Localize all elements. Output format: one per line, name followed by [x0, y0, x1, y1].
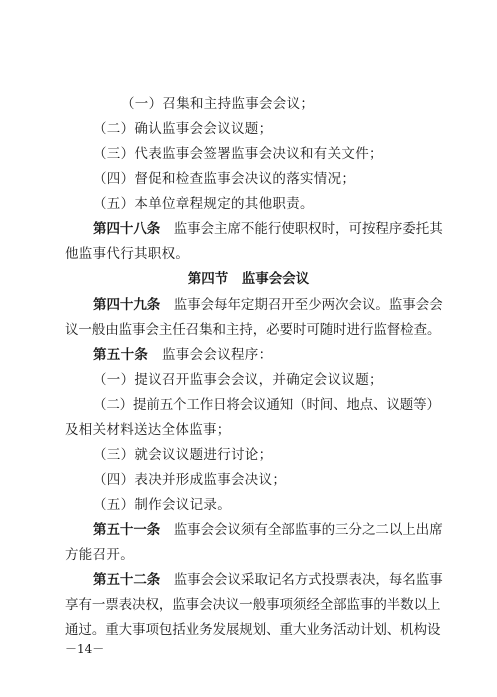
article-52-text: 监事会会议采取记名方式投票表决，每名监事 — [160, 572, 443, 588]
article-48 — [93, 220, 443, 238]
line-10: 议一般由监事会主任召集和主持，必要时可随时进行监督检查。 — [65, 322, 441, 338]
line-21: 享有一票表决权，监事会决议一般事项须经全部监事的半数以上 — [65, 597, 441, 613]
article-48-text: 监事会主席不能行使职权时，可按程序委托其 — [160, 221, 443, 237]
article-51-number: 第五十一条 — [93, 522, 161, 538]
line-5: （五）本单位章程规定的其他职责。 — [93, 196, 314, 212]
article-50 — [93, 346, 440, 364]
article-50-number: 第五十条 — [93, 347, 149, 363]
article-52 — [93, 571, 443, 589]
line-1: （一）召集和主持监事会会议； — [121, 96, 315, 112]
line-13: （二）提前五个工作日将会议通知（时间、地点、议题等） — [93, 397, 440, 413]
line-17: （五）制作会议记录。 — [93, 497, 231, 513]
page-number: －14－ — [65, 642, 105, 656]
line-16: （四）表决并形成监事会决议； — [93, 472, 287, 488]
section-heading: 第四节 监事会会议 — [187, 271, 310, 287]
line-22: 通过。重大事项包括业务发展规划、重大业务活动计划、机构设 — [65, 622, 441, 638]
article-48-number: 第四十八条 — [93, 221, 161, 237]
article-50-text: 监事会会议程序： — [148, 347, 273, 363]
article-51 — [93, 521, 443, 539]
line-19: 方能召开。 — [65, 547, 134, 563]
line-7: 他监事代行其职权。 — [65, 246, 190, 262]
line-14: 及相关材料送达全体监事； — [65, 422, 231, 438]
line-4: （四）督促和检查监事会决议的落实情况； — [93, 171, 356, 187]
line-2: （二）确认监事会会议议题； — [93, 121, 273, 137]
article-52-number: 第五十二条 — [93, 572, 161, 588]
line-15: （三）就会议议题进行讨论； — [93, 447, 273, 463]
line-12: （一）提议召开监事会会议，并确定会议议题； — [93, 372, 383, 388]
article-51-text: 监事会会议须有全部监事的三分之二以上出席 — [160, 522, 443, 538]
article-49-number: 第四十九条 — [93, 297, 161, 313]
article-49-text: 监事会每年定期召开至少两次会议。监事会会 — [160, 297, 443, 313]
article-49 — [93, 296, 443, 314]
line-3: （三）代表监事会签署监事会决议和有关文件； — [93, 146, 383, 162]
